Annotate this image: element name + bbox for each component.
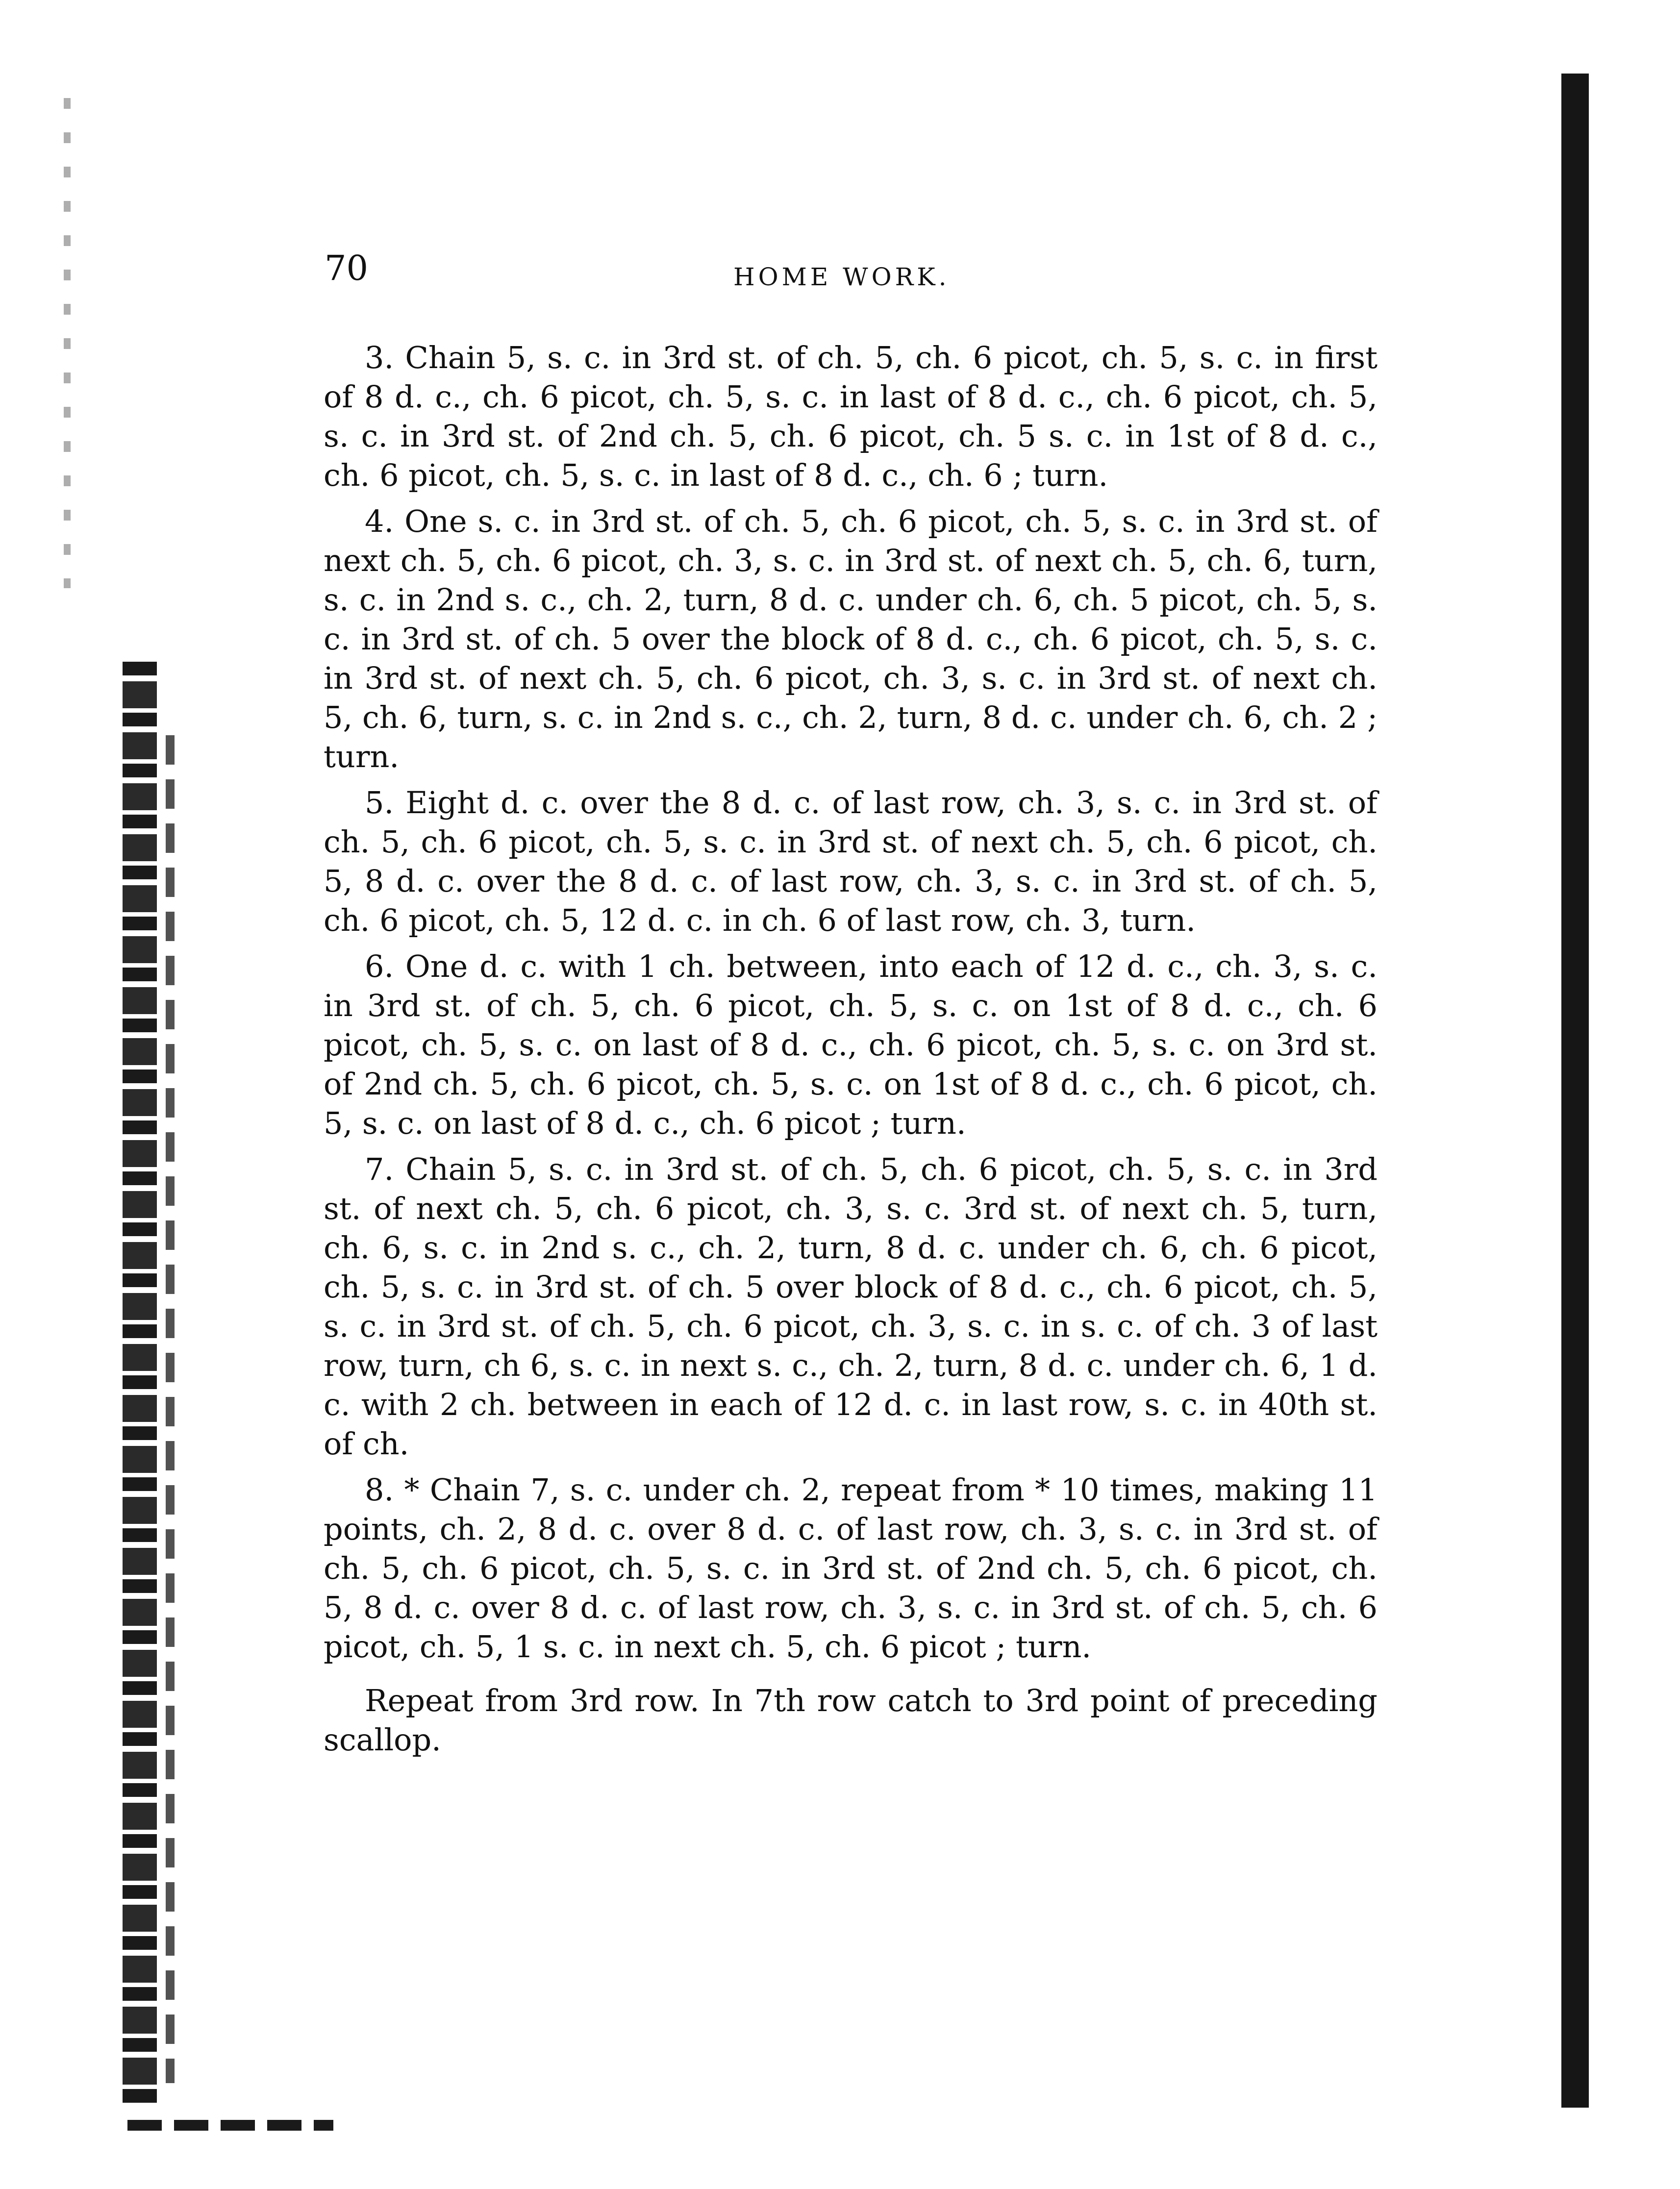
paragraph-row-5: 5. Eight d. c. over the 8 d. c. of last row, ch. 3, s. c. in 3rd st. of ch. 5, ch. 6 picot, ch. 5, s. c. in 3rd st. of next ch. 5, ch. 6 picot, ch. 5, 8 d. c. over the 8 d. c. of last row, ch. 3, s. c. in 3rd st. of ch. 5, ch. 6 picot, ch. 5, 12 d. c. in ch. 6 of last row, ch. 3, turn. bbox=[324, 785, 1378, 938]
scan-edge-left bbox=[123, 662, 157, 2108]
scan-edge-left-inner bbox=[166, 735, 175, 2083]
page-body bbox=[324, 338, 1378, 1766]
scan-edge-bottom bbox=[127, 2120, 333, 2131]
page-number: 70 bbox=[325, 248, 369, 288]
paragraph-row-7: 7. Chain 5, s. c. in 3rd st. of ch. 5, ch. 6 picot, ch. 5, s. c. in 3rd st. of next ch. 5, ch. 6 picot, ch. 3, s. c. 3rd st. of next ch. 5, turn, ch. 6, s. c. in 2nd s. c., ch. 2, turn, 8 d. c. under ch. 6, ch. 6 picot, ch. 5, s. c. in 3rd st. of ch. 5 over block of 8 d. c., ch. 6 picot, ch. 5, s. c. in 3rd st. of ch. 5, ch. 6 picot, ch. 3, s. c. in s. c. of ch. 3 of last row, turn, ch 6, s. c. in next s. c., ch. 2, turn, 8 d. c. under ch. 6, 1 d. c. with 2 ch. between in each of 12 d. c. in last row, s. c. in 40th st. of ch. bbox=[324, 1151, 1378, 1462]
paragraph-row-8: 8. * Chain 7, s. c. under ch. 2, repeat from * 10 times, making 11 points, ch. 2, 8 d. c. over 8 d. c. of last row, ch. 3, s. c. in 3rd st. of ch. 5, ch. 6 picot, ch. 5, s. c. in 3rd st. of 2nd ch. 5, ch. 6 picot, ch. 5, 8 d. c. over 8 d. c. of last row, ch. 3, s. c. in 3rd st. of ch. 5, ch. 6 picot, ch. 5, 1 s. c. in next ch. 5, ch. 6 picot ; turn. bbox=[324, 1472, 1378, 1665]
scan-edge-faint bbox=[64, 98, 71, 588]
paragraph-row-3: 3. Chain 5, s. c. in 3rd st. of ch. 5, ch. 6 picot, ch. 5, s. c. in first of 8 d. c., ch. 6 picot, ch. 5, s. c. in last of 8 d. c., ch. 6 picot, ch. 5, s. c. in 3rd st. of 2nd ch. 5, ch. 6 picot, ch. 5 s. c. in 1st of 8 d. c., ch. 6 picot, ch. 5, s. c. in last of 8 d. c., ch. 6 ; turn. bbox=[324, 340, 1378, 493]
scan-edge-right bbox=[1561, 74, 1589, 2108]
paragraph-row-4: 4. One s. c. in 3rd st. of ch. 5, ch. 6 picot, ch. 5, s. c. in 3rd st. of next ch. 5, ch. 6 picot, ch. 3, s. c. in 3rd st. of next ch. 5, ch. 6, turn, s. c. in 2nd s. c., ch. 2, turn, 8 d. c. under ch. 6, ch. 5 picot, ch. 5, s. c. in 3rd st. of ch. 5 over the block of 8 d. c., ch. 6 picot, ch. 5, s. c. in 3rd st. of next ch. 5, ch. 6 picot, ch. 3, s. c. in 3rd st. of next ch. 5, ch. 6, turn, s. c. in 2nd s. c., ch. 2, turn, 8 d. c. under ch. 6, ch. 2 ; turn. bbox=[324, 503, 1378, 774]
closing-note: Repeat from 3rd row. In 7th row catch to 3rd point of preceding scallop. bbox=[324, 1683, 1378, 1758]
paragraph-row-6: 6. One d. c. with 1 ch. between, into each of 12 d. c., ch. 3, s. c. in 3rd st. of ch. 5, ch. 6 picot, ch. 5, s. c. on 1st of 8 d. c., ch. 6 picot, ch. 5, s. c. on last of 8 d. c., ch. 6 picot, ch. 5, s. c. on 3rd st. of 2nd ch. 5, ch. 6 picot, ch. 5, s. c. on 1st of 8 d. c., ch. 6 picot, ch. 5, s. c. on last of 8 d. c., ch. 6 picot ; turn. bbox=[324, 948, 1378, 1141]
running-head: HOME WORK. bbox=[733, 263, 950, 291]
